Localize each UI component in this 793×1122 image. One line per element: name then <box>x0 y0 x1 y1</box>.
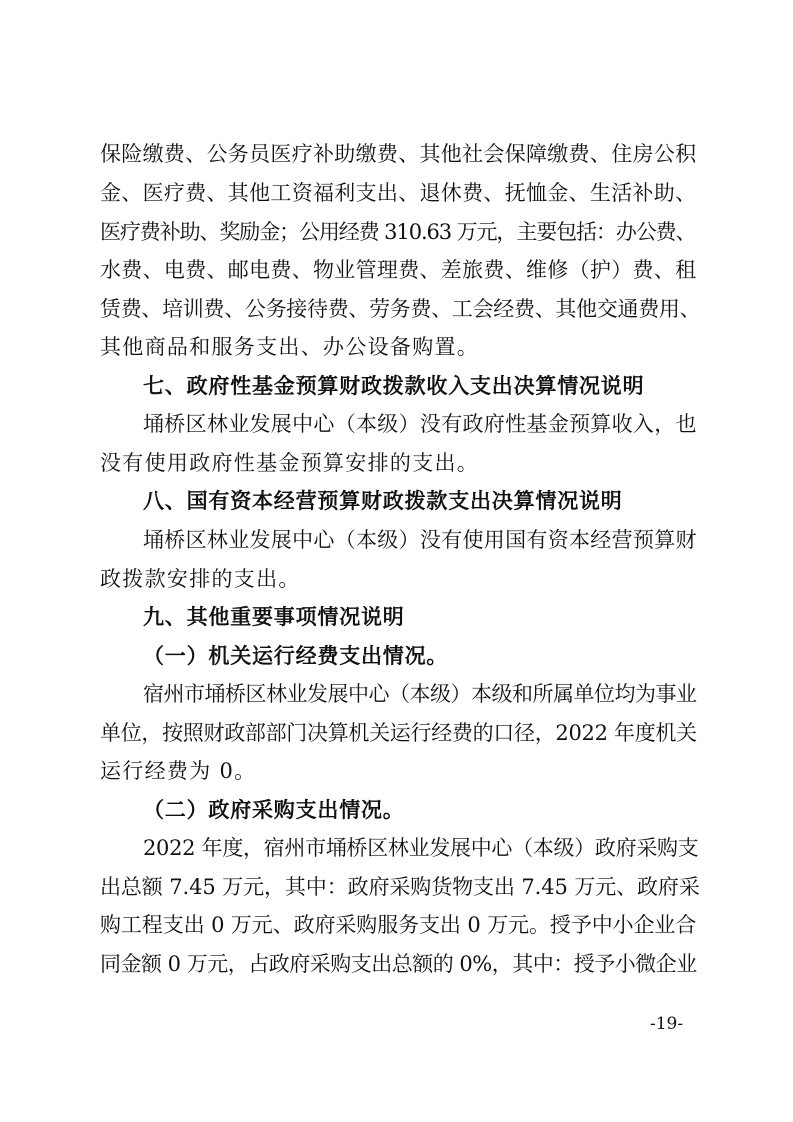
subsection-2-heading: （二）政府采购支出情况。 <box>143 798 405 822</box>
subsection-1-line: 运行经费为 0。 <box>100 759 257 783</box>
body-line: 水费、电费、邮电费、物业管理费、差旅费、维修（护）费、租 <box>100 258 697 282</box>
section-8-line: 政拨款安排的支出。 <box>100 567 301 591</box>
section-9-heading: 九、其他重要事项情况说明 <box>143 605 405 629</box>
subsection-2-line: 2022 年度，宿州市埇桥区林业发展中心（本级）政府采购支 <box>143 836 699 860</box>
section-7-line: 没有使用政府性基金预算安排的支出。 <box>100 451 480 475</box>
section-7-heading: 七、政府性基金预算财政拨款收入支出决算情况说明 <box>143 374 645 398</box>
body-line: 金、医疗费、其他工资福利支出、退休费、抚恤金、生活补助、 <box>100 181 697 205</box>
subsection-2-line: 同金额 0 万元，占政府采购支出总额的 0%，其中：授予小微企业 <box>100 952 697 976</box>
section-7-line: 埇桥区林业发展中心（本级）没有政府性基金预算收入，也 <box>143 412 697 436</box>
subsection-1-line: 宿州市埇桥区林业发展中心（本级）本级和所属单位均为事业 <box>143 682 697 706</box>
body-line: 医疗费补助、奖励金；公用经费 310.63 万元，主要包括：办公费、 <box>100 220 696 244</box>
section-8-heading: 八、国有资本经营预算财政拨款支出决算情况说明 <box>143 489 623 513</box>
subsection-2-line: 出总额 7.45 万元，其中：政府采购货物支出 7.45 万元、政府采 <box>100 875 700 899</box>
body-line: 赁费、培训费、公务接待费、劳务费、工会经费、其他交通费用、 <box>100 297 701 321</box>
page-number: -19- <box>650 1014 684 1034</box>
subsection-1-heading: （一）机关运行经费支出情况。 <box>143 644 449 668</box>
section-8-line: 埇桥区林业发展中心（本级）没有使用国有资本经营预算财 <box>143 528 697 552</box>
subsection-1-line: 单位，按照财政部部门决算机关运行经费的口径，2022 年度机关 <box>100 721 697 745</box>
subsection-2-line: 购工程支出 0 万元、政府采购服务支出 0 万元。授予中小企业合 <box>100 913 697 937</box>
body-line: 保险缴费、公务员医疗补助缴费、其他社会保障缴费、住房公积 <box>100 142 697 166</box>
body-line: 其他商品和服务支出、办公设备购置。 <box>100 335 480 359</box>
